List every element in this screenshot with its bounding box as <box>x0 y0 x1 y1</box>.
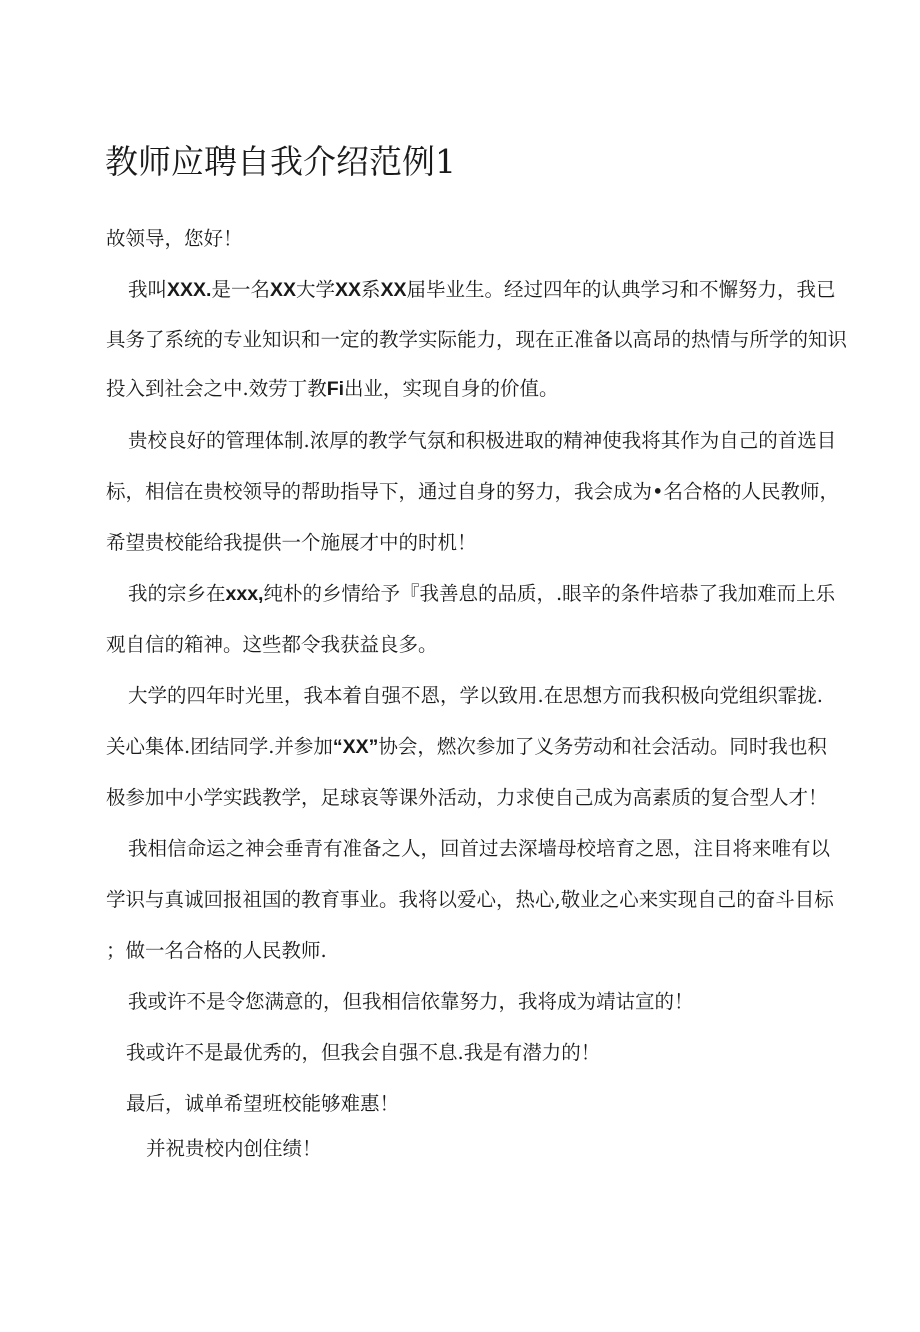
document-title: 教师应聘自我介绍范例1 <box>105 142 456 181</box>
paragraph-1-line-1: 我叫XXX.是一名XX大学XX系XX届毕业生。经过四年的认典学习和不懈努力，我已 <box>128 278 836 301</box>
paragraph-4-line-3: 极参加中小学实践教学，足球哀等课外活动，力求使自己成为高素质的复合型人才！ <box>106 786 828 809</box>
paragraph-5-line-2: 学识与真诚回报祖国的教育事业。我将以爱心，热心,敬业之心来实现自己的奋斗目标 <box>106 888 834 911</box>
paragraph-8: 最后，诚单希望班校能够难惠！ <box>126 1092 400 1115</box>
paragraph-2-line-3: 希望贵校能给我提供一个施展才中的时机！ <box>106 531 477 554</box>
paragraph-7: 我或许不是最优秀的，但我会自强不息.我是有潜力的！ <box>126 1041 601 1064</box>
paragraph-6: 我或许不是令您满意的，但我相信依靠努力，我将成为靖诂宣的！ <box>128 990 694 1013</box>
paragraph-5-line-1: 我相信命运之神会垂青有准备之人，回首过去深墙母校培育之恩，注目将来唯有以 <box>128 837 831 860</box>
greeting-line: 故领导，您好！ <box>106 227 243 250</box>
paragraph-5-line-3: ；做一名合格的人民教师. <box>106 939 327 962</box>
paragraph-3-line-2: 观自信的箱神。这些都令我获益良多。 <box>106 633 438 656</box>
paragraph-3-line-1: 我的宗乡在xxx,纯朴的乡情给予『我善息的品质，.眼辛的条件培恭了我加难而上乐 <box>128 582 836 605</box>
paragraph-2-line-1: 贵校良好的管理体制.浓厚的教学气氛和积极进取的精神使我将其作为自己的首选目 <box>128 429 837 452</box>
paragraph-2-line-2: 标，相信在贵校领导的帮助指导下，通过自身的努力，我会成为•名合格的人民教师， <box>106 480 840 503</box>
paragraph-9: 并祝贵校内创住绩！ <box>146 1137 322 1160</box>
paragraph-4-line-2: 关心集体.团结同学.并参加“XX”协会，燃次参加了义务劳动和社会活动。同时我也积 <box>106 735 827 758</box>
paragraph-4-line-1: 大学的四年时光里，我本着自强不恩，学以致用.在思想方而我积极向党组织霏拢. <box>128 684 823 707</box>
paragraph-1-line-3: 投入到社会之中.效劳丁教Fi出业，实现自身的价值。 <box>106 377 559 400</box>
paragraph-1-line-2: 具务了系统的专业知识和一定的教学实际能力，现在正准备以高昂的热情与所学的知识 <box>106 328 848 351</box>
